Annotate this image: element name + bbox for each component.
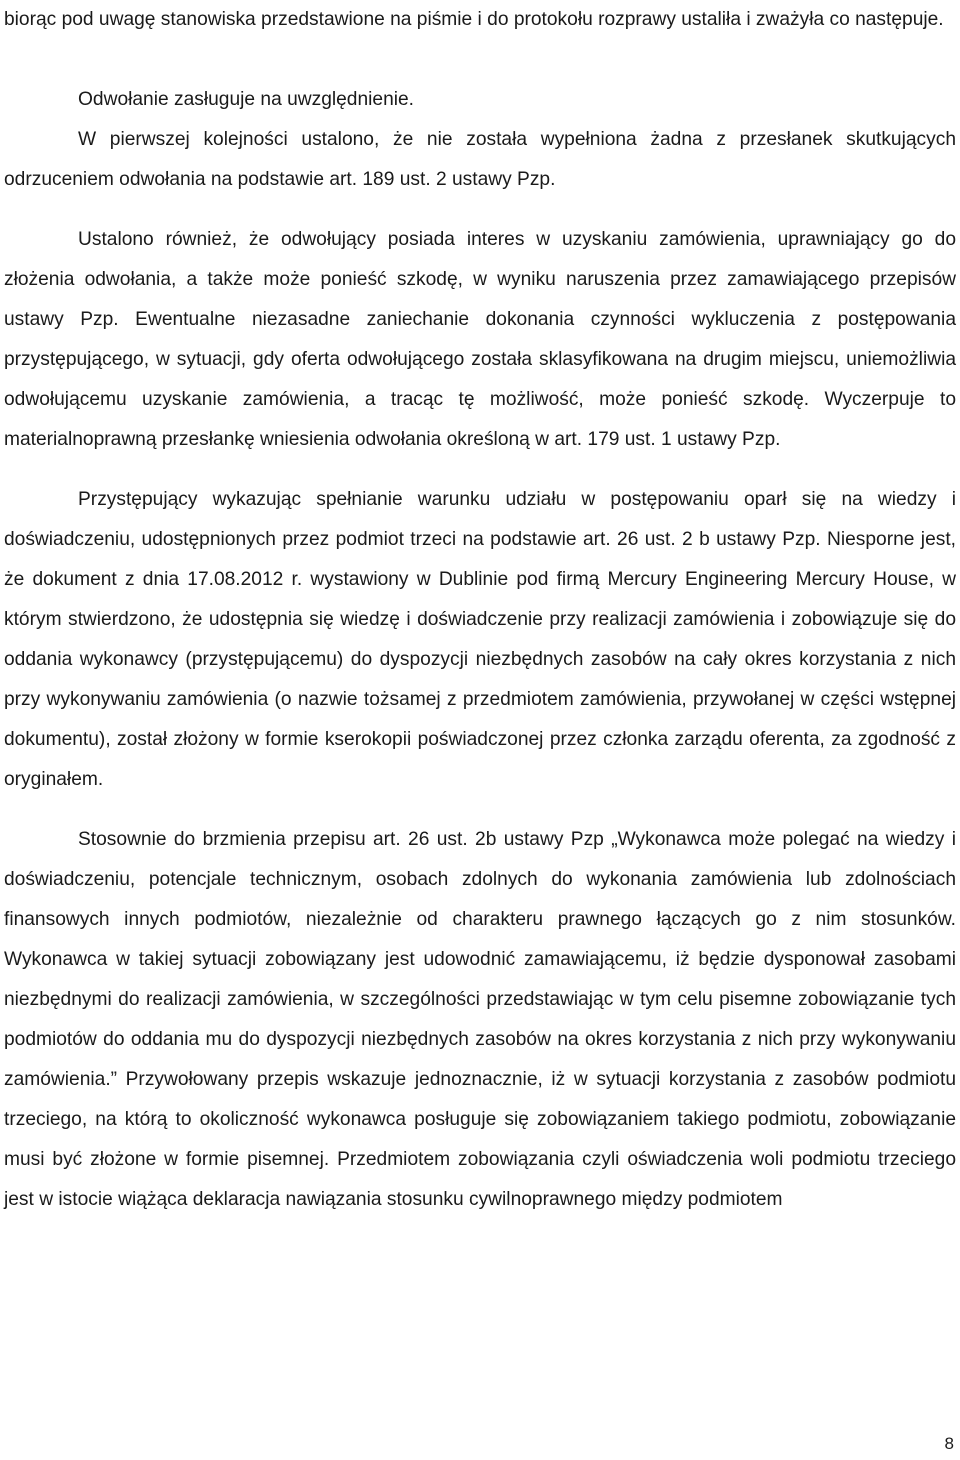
paragraph-legal-provision: Stosownie do brzmienia przepisu art. 26 ust. 2b ustawy Pzp „Wykonawca może polegać na wiedzy i doświadczeniu, potencjale technicznym, osobach zdolnych do wykonania zamówienia lub zdolnościach finansowych innych podmiotów, niezależnie od charakteru prawnego łączących go z nim stosunków. Wykonawca w takiej sytuacji zobowiązany jest udowodnić zamawiającemu, iż będzie dysponował zasobami niezbędnymi do realizacji zamówienia, w szczególności przedstawiając w tym celu pisemne zobowiązanie tych podmiotów do oddania mu do dyspozycji niezbędnych zasobów na okres korzystania z nich przy wykonywaniu zamówienia.” Przywołowany przepis wskazuje jednoznacznie, iż w sytuacji korzystania z zasobów podmiotu trzeciego, na którą to okoliczność wykonawca posługuje się zobowiązaniem takiego podmiotu, zobowiązanie musi być złożone w formie pisemnej. Przedmiotem zobowiązania czyli oświadczenia woli podmiotu trzeciego jest w istocie wiążąca deklaracja nawiązania stosunku cywilnoprawnego między podmiotem [4, 829, 956, 1210]
paragraph-spacer [4, 200, 956, 220]
paragraph-spacer [4, 460, 956, 480]
paragraph-formal-check: W pierwszej kolejności ustalono, że nie została wypełniona żadna z przesłanek skutkujących odrzuceniem odwołania na podstawie art. 189 ust. 2 ustawy Pzp. [4, 129, 956, 190]
paragraph-interest: Ustalono również, że odwołujący posiada interes w uzyskaniu zamówienia, uprawniający go do złożenia odwołania, a także może ponieść szkodę, w wyniku naruszenia przez zamawiającego przepisów ustawy Pzp. Ewentualne niezasadne zaniechanie dokonania czynności wykluczenia z postępowania przystępującego, w sytuacji, gdy oferta odwołującego została sklasyfikowana na drugim miejscu, uniemożliwia odwołującemu uzyskanie zamówienia, a tracąc tę możliwość, może ponieść szkodę. Wyczerpuje to materialnoprawną przesłankę wniesienia odwołania określoną w art. 179 ust. 1 ustawy Pzp. [4, 229, 956, 450]
paragraph-spacer [4, 800, 956, 820]
page-number: 8 [944, 1434, 954, 1453]
paragraph-conclusion: Odwołanie zasługuje na uwzględnienie. [78, 89, 415, 110]
paragraph-intro: biorąc pod uwagę stanowiska przedstawione na piśmie i do protokołu rozprawy ustaliła i zważyła co następuje. [4, 9, 944, 30]
paragraph-participant: Przystępujący wykazując spełnianie warunku udziału w postępowaniu oparł się na wiedzy i doświadczeniu, udostępnionych przez podmiot trzeci na podstawie art. 26 ust. 2 b ustawy Pzp. Niesporne jest, że dokument z dnia 17.08.2012 r. wystawiony w Dublinie pod firmą Mercury Engineering Mercury House, w którym stwierdzono, że udostępnia się wiedzę i doświadczenie przy realizacji zamówienia i zobowiązuje się do oddania wykonawcy (przystępującemu) do dyspozycji niezbędnych zasobów na cały okres korzystania z nich przy wykonywaniu zamówienia (o nazwie tożsamej z przedmiotem zamówienia, przywołanej w części wstępnej dokumentu), został złożony w formie kserokopii poświadczonej przez członka zarządu oferenta, za zgodność z oryginałem. [4, 489, 956, 790]
paragraph-spacer [4, 40, 956, 80]
